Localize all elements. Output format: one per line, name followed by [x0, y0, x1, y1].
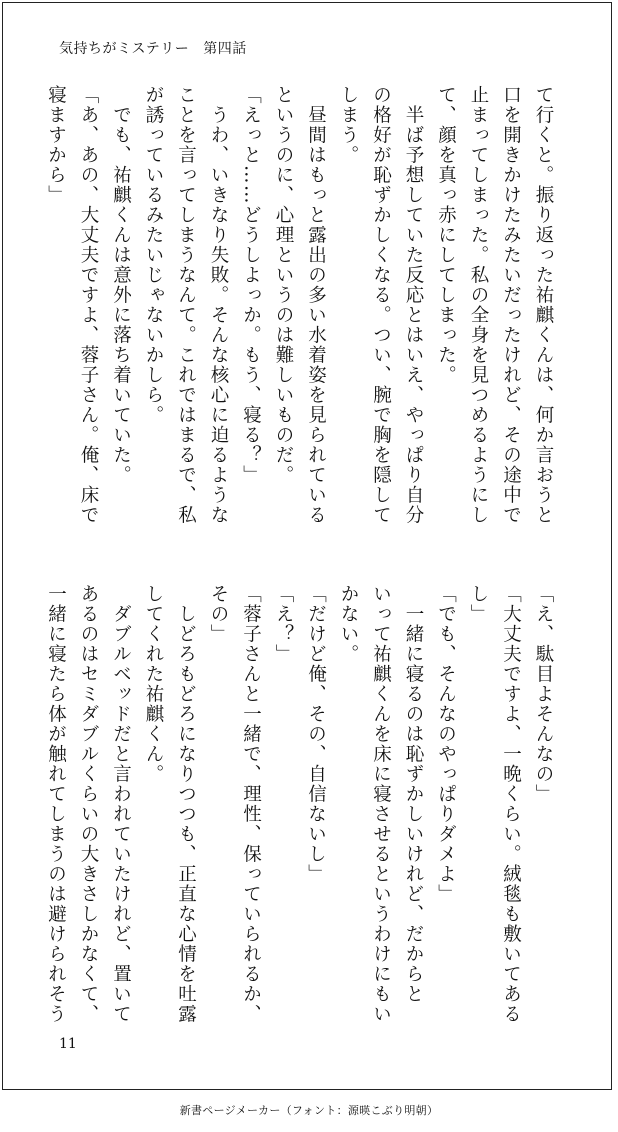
text-line: 昼間はもっと露出の多い水着姿を見られている — [305, 85, 327, 525]
text-line: というのに、心理というのは難しいものだ。 — [273, 85, 294, 485]
text-line: 「えっと……どうしよっか。もう、寝る？」 — [240, 85, 262, 485]
text-line: の格好が恥ずかしくなる。つい、腕で胸を隠して — [370, 85, 392, 525]
text-line: しまう。 — [338, 85, 359, 165]
text-line: でも、祐麒くんは意外に落ち着いていた。 — [110, 85, 132, 485]
text-line: 口を開きかけたみたいだったけれど、その途中で — [500, 85, 522, 525]
text-line: 「蓉子さんと一緒で、理性、保っていられるか、 — [240, 584, 262, 1024]
footer-credit: 新書ページメーカー（フォント：源暎こぶり明朝） — [179, 1104, 439, 1117]
text-line: かない。 — [338, 584, 359, 664]
running-header — [59, 38, 247, 58]
page-frame — [2, 2, 612, 1090]
chapter-title: 第四話 — [203, 41, 247, 57]
text-line: その」 — [208, 584, 229, 644]
text-line: しどろもどろになりつつも、正直な心情を吐露 — [175, 584, 197, 1024]
text-line: いって祐麒くんを床に寝させるというわけにもい — [370, 584, 392, 1024]
text-line: が誘っているみたいじゃないかしら。 — [143, 85, 164, 425]
text-line: あるのはセミダブルくらいの大きさしかなくて、 — [78, 584, 99, 1024]
text-line: 「大丈夫ですよ、一晩くらい。絨毯も敷いてある — [500, 584, 522, 1024]
text-line: 寝ますから」 — [45, 85, 67, 205]
upper-text-block — [45, 85, 559, 525]
text-line: 「あ、あの、大丈夫ですよ、蓉子さん。俺、床で — [78, 85, 99, 525]
text-line: 一緒に寝るのは恥ずかしいけれど、だからと — [403, 584, 424, 1004]
book-title: 気持ちがミステリー — [59, 41, 190, 57]
text-line: て、顔を真っ赤にしてしまった。 — [435, 85, 457, 385]
text-line: 一緒に寝たら体が触れてしまうのは避けられそう — [45, 584, 67, 1024]
lower-text-block — [45, 584, 559, 1024]
text-line: ことを言ってしまうなんて。これではまるで、私 — [175, 85, 197, 525]
text-line: ダブルベッドだと言われていたけれど、置いて — [110, 584, 132, 1024]
text-line: 半ば予想していた反応とはいえ、やっぱり自分 — [403, 85, 424, 525]
text-line: 「え、駄目よそんなの」 — [533, 584, 554, 804]
text-line: うわ、いきなり失敗。そんな核心に迫るような — [208, 85, 229, 525]
text-line: て行くと。振り返った祐麒くんは、何か言おうと — [533, 85, 554, 525]
text-line: 止まってしまった。私の全身を見つめるようにし — [468, 85, 489, 525]
text-line: し」 — [468, 584, 489, 624]
text-line: 「だけど俺、その、自信ないし」 — [305, 584, 327, 884]
text-line: 「でも、そんなのやっぱりダメよ」 — [435, 584, 457, 904]
text-line: 「え？」 — [273, 584, 294, 664]
page-number: 11 — [59, 1036, 77, 1052]
text-line: してくれた祐麒くん。 — [143, 584, 164, 784]
